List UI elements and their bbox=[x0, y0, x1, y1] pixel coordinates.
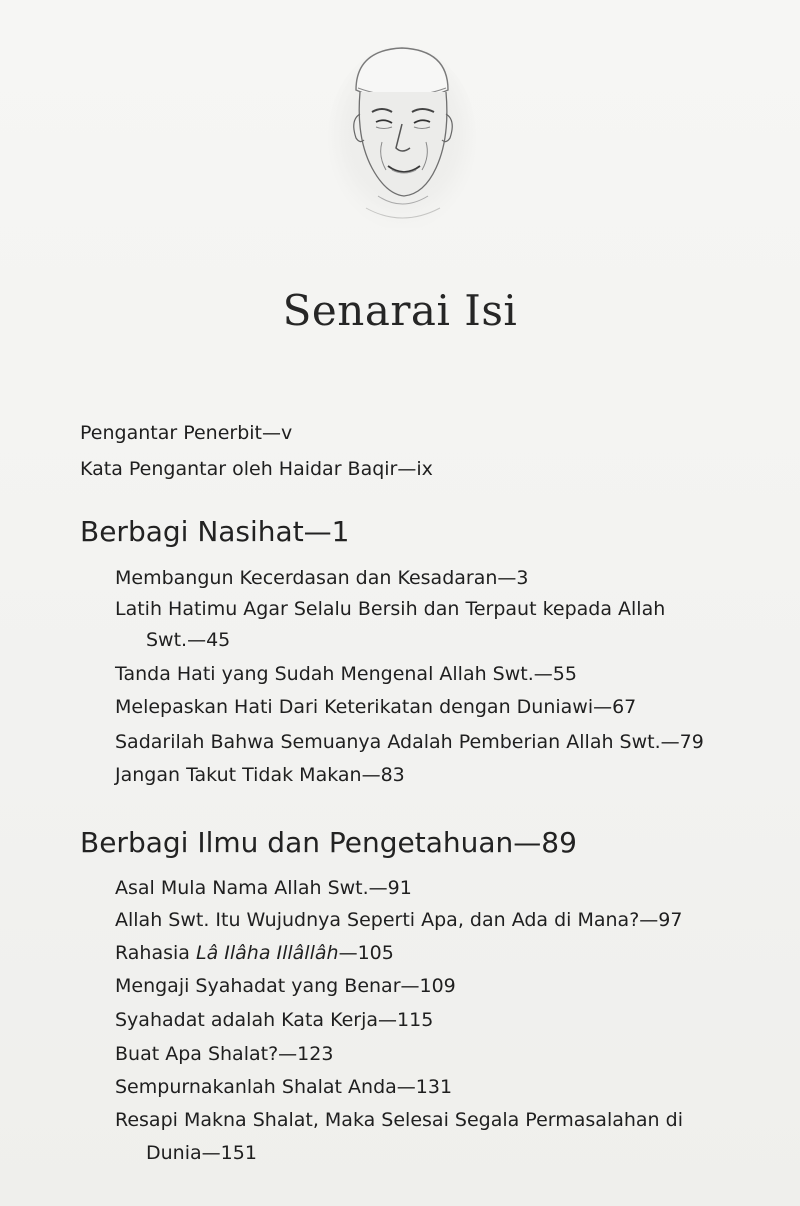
toc-entry: Latih Hatimu Agar Selalu Bersih dan Terpaut kepada Allah bbox=[115, 598, 666, 620]
toc-entry bbox=[115, 942, 394, 964]
toc-entry-continuation: Dunia—151 bbox=[146, 1142, 257, 1164]
page-title: Senarai Isi bbox=[282, 286, 518, 335]
toc-entry: Sempurnakanlah Shalat Anda—131 bbox=[115, 1076, 453, 1098]
toc-entry: Allah Swt. Itu Wujudnya Seperti Apa, dan Ada di Mana?—97 bbox=[115, 909, 683, 931]
toc-entry-page: —105 bbox=[338, 942, 394, 964]
toc-entry: Sadarilah Bahwa Semuanya Adalah Pemberian Allah Swt.—79 bbox=[115, 731, 704, 753]
toc-front-matter-2: Kata Pengantar oleh Haidar Baqir—ix bbox=[80, 458, 433, 480]
toc-entry: Buat Apa Shalat?—123 bbox=[115, 1043, 334, 1065]
toc-section-heading: Berbagi Nasihat—1 bbox=[80, 515, 350, 548]
author-portrait-illustration bbox=[326, 28, 478, 228]
toc-section-heading: Berbagi Ilmu dan Pengetahuan—89 bbox=[80, 826, 577, 859]
toc-entry: Asal Mula Nama Allah Swt.—91 bbox=[115, 877, 412, 899]
toc-front-matter-1: Pengantar Penerbit—v bbox=[80, 422, 293, 444]
toc-entry-continuation: Swt.—45 bbox=[146, 629, 231, 651]
toc-entry: Melepaskan Hati Dari Keterikatan dengan Duniawi—67 bbox=[115, 696, 637, 718]
toc-entry-prefix: Rahasia bbox=[115, 942, 196, 964]
toc-entry: Tanda Hati yang Sudah Mengenal Allah Swt.—55 bbox=[115, 663, 577, 685]
toc-entry: Syahadat adalah Kata Kerja—115 bbox=[115, 1009, 434, 1031]
toc-entry: Membangun Kecerdasan dan Kesadaran—3 bbox=[115, 567, 529, 589]
toc-entry: Resapi Makna Shalat, Maka Selesai Segala Permasalahan di bbox=[115, 1109, 683, 1131]
toc-entry: Jangan Takut Tidak Makan—83 bbox=[115, 764, 405, 786]
toc-entry-italic-phrase: Lâ Ilâha Illâllâh bbox=[195, 942, 339, 964]
toc-entry: Mengaji Syahadat yang Benar—109 bbox=[115, 975, 456, 997]
